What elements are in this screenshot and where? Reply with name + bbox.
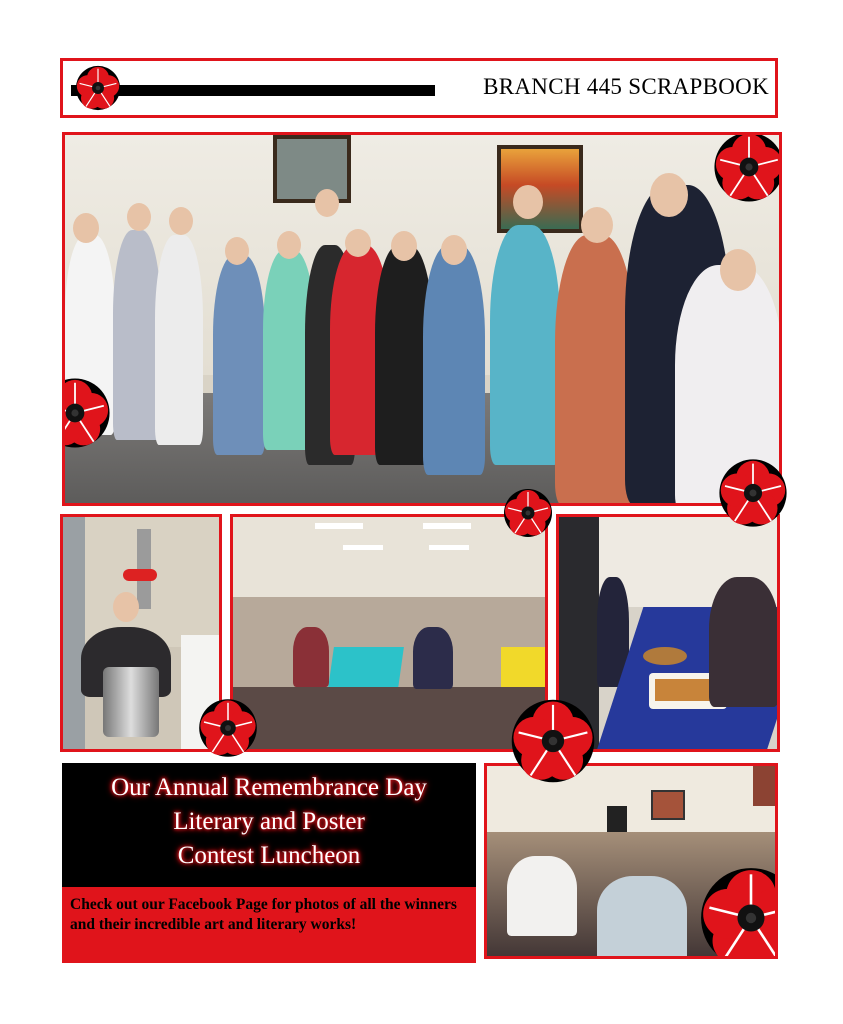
poppy-icon bbox=[198, 698, 258, 758]
facebook-note-text: Check out our Facebook Page for photos of all the winners and their incredible art and literary works! bbox=[70, 896, 457, 933]
facebook-note-box bbox=[62, 887, 476, 963]
dining-hall-photo bbox=[230, 514, 548, 752]
poppy-icon bbox=[503, 488, 553, 538]
dining-hall-photo-scene bbox=[233, 517, 545, 749]
page-title: BRANCH 445 SCRAPBOOK bbox=[483, 74, 769, 99]
poppy-icon bbox=[508, 698, 598, 784]
group-photo-scene bbox=[65, 135, 779, 503]
group-photo bbox=[62, 132, 782, 506]
poppy-icon bbox=[699, 866, 778, 959]
headline-line-1: Our Annual Remembrance Day bbox=[111, 774, 427, 801]
poppy-icon bbox=[713, 132, 782, 203]
headline-line-3: Contest Luncheon bbox=[177, 842, 361, 869]
poppy-icon bbox=[718, 458, 788, 528]
headline-box bbox=[62, 763, 476, 887]
poppy-icon bbox=[75, 65, 121, 111]
kitchen-photo-scene bbox=[63, 517, 219, 749]
poppy-icon bbox=[62, 377, 111, 449]
header-divider-bar bbox=[71, 85, 435, 96]
audience-photo bbox=[484, 763, 778, 959]
scrapbook-header bbox=[60, 58, 778, 118]
headline-line-2: Literary and Poster bbox=[173, 808, 365, 835]
